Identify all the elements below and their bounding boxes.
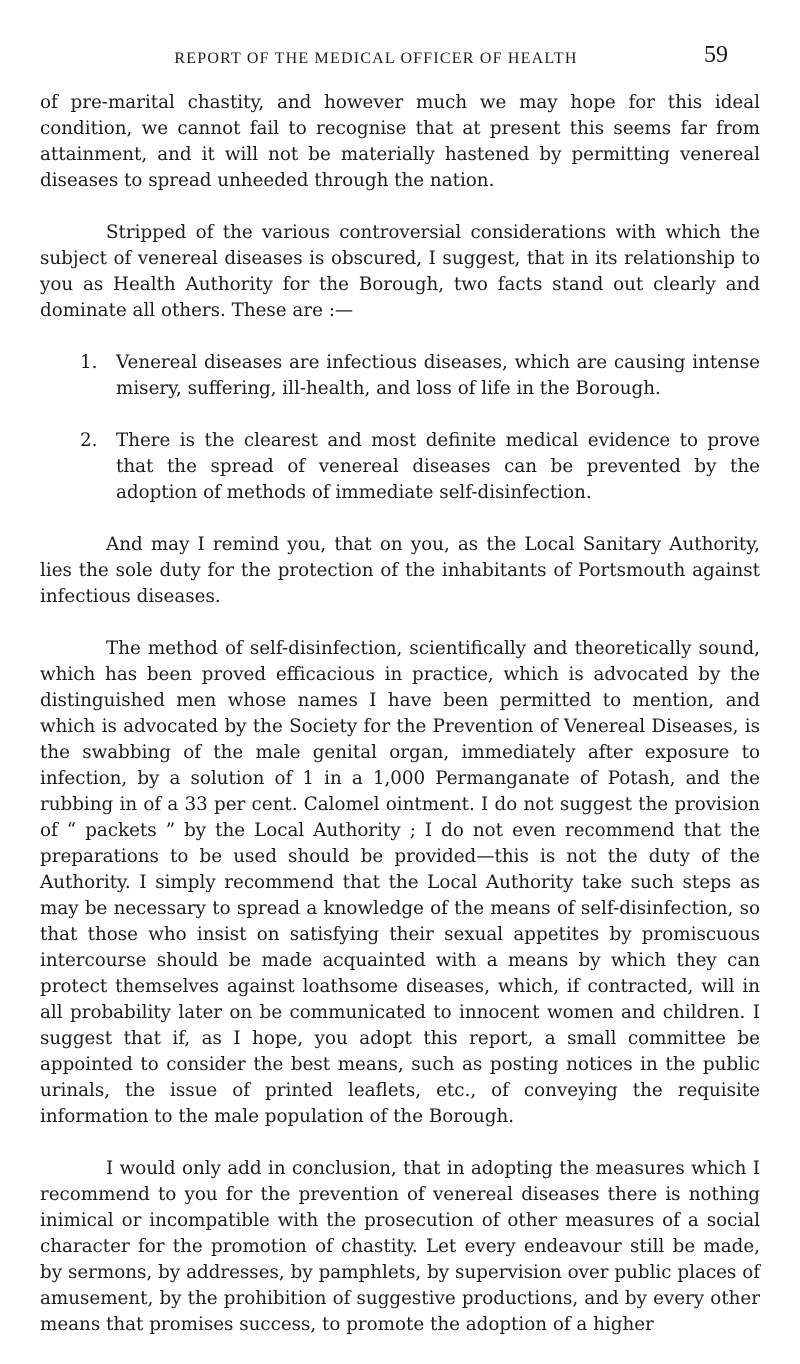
- paragraph-sanitary-authority: And may I remind you, that on you, as the Local Sanitary Authority, lies the sole duty for the protection of the inhabitants of Portsmouth against infectious diseases.: [40, 534, 760, 607]
- paragraph-continuation: of pre-marital chastity, and however much we may hope for this ideal condition, we cannot fail to recognise that at present this seems far from attainment, and it will not be materially hastened by permitting venereal diseases to spread unheeded through the nation.: [40, 92, 760, 191]
- list-item-text: Venereal diseases are infectious diseases, which are causing intense misery, suffering, ill-health, and loss of life in the Borough.: [116, 352, 760, 399]
- paragraph-conclusion: I would only add in conclusion, that in adopting the measures which I recommend to you for the prevention of venereal diseases there is nothing inimical or incompatible with the prosecution of other measures of a social character for the promotion of chastity. Let every endeavour still be made, by sermons, by addresses, by pamphlets, by supervision over public places of amusement, by the prohibition of suggestive productions, and by every other means that promises success, to promote the adoption of a higher: [40, 1158, 760, 1335]
- paragraph-facts-intro: Stripped of the various controversial considerations with which the subject of venereal diseases is obscured, I suggest, that in its relationship to you as Health Authority for the Borough, two facts stand out clearly and dominate all others. These are :—: [40, 222, 760, 321]
- facts-list: [40, 350, 760, 506]
- list-item: [40, 428, 760, 506]
- list-item-number: 2.: [80, 430, 98, 451]
- list-item-number: 1.: [80, 352, 98, 373]
- page-number: 59: [704, 42, 728, 68]
- running-title: REPORT OF THE MEDICAL OFFICER OF HEALTH: [174, 50, 578, 67]
- page-header: [40, 42, 728, 72]
- list-item-text: There is the clearest and most definite medical evidence to prove that the spread of venereal diseases can be prevented by the adoption of methods of immediate self-disinfection.: [116, 430, 760, 503]
- paragraph-self-disinfection-method: The method of self-disinfection, scientifically and theoretically sound, which has been proved efficacious in practice, which is advocated by the distinguished men whose names I have been permitted to mention, and which is advocated by the Society for the Prevention of Venereal Diseases, is the swabbing of the male genital organ, immediately after exposure to infection, by a solution of 1 in a 1,000 Permanganate of Potash, and the rubbing in of a 33 per cent. Calomel ointment. I do not suggest the provision of “ packets ” by the Local Authority ; I do not even recommend that the preparations to be used should be provided—this is not the duty of the Authority. I simply recommend that the Local Authority take such steps as may be necessary to spread a knowledge of the means of self-disinfection, so that those who insist on satisfying their sexual appetites by promiscuous intercourse should be made acquainted with a means by which they can protect themselves against loathsome diseases, which, if contracted, will in all probability later on be communicated to innocent women and children. I suggest that if, as I hope, you adopt this report, a small committee be appointed to consider the best means, such as posting notices in the public urinals, the issue of printed leaflets, etc., of conveying the requisite information to the male population of the Borough.: [40, 638, 760, 1127]
- list-item: [40, 350, 760, 402]
- body-text: [40, 90, 760, 1364]
